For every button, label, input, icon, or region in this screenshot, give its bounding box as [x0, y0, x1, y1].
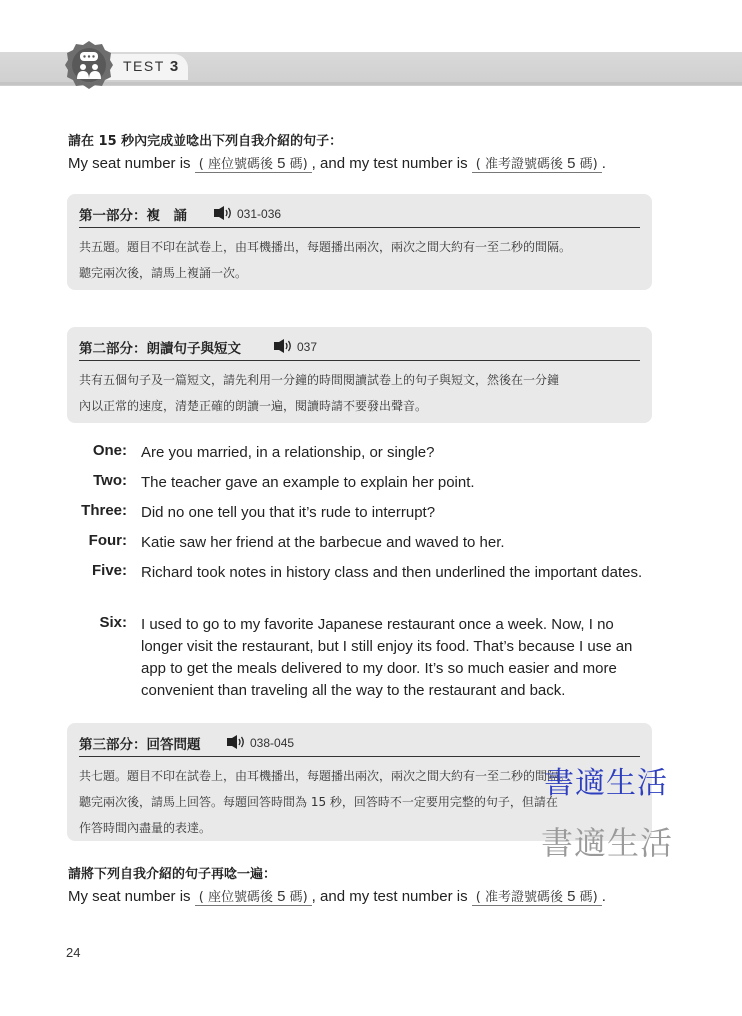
blank-text: 碼	[579, 157, 593, 172]
outro-sentence	[68, 886, 606, 906]
blank-text: 座位號碼後	[207, 890, 273, 905]
sentence-part: , and my test number is	[311, 155, 468, 172]
section-part2	[67, 327, 652, 423]
item-text: Katie saw her friend at the barbecue and waved to her.	[141, 534, 505, 551]
body-line: 聽完兩次後，請馬上複誦一次。	[79, 266, 248, 280]
sentence-part: My seat number is	[68, 155, 191, 172]
blank-text: 座位號碼後	[207, 157, 273, 172]
body-line: 內以正常的速度，清楚正確的朗讀一遍，閱讀時請不要發出聲音。	[79, 399, 428, 413]
sentence-part: , and my test number is	[311, 888, 468, 905]
seat-number-blank: ( 座位號碼後 5 碼)	[195, 886, 312, 906]
section-title: 第二部分：朗讀句子與短文	[79, 341, 241, 357]
track-number: 038-045	[250, 736, 295, 750]
item-text: Are you married, in a relationship, or single?	[141, 444, 435, 461]
sentence-part: .	[601, 155, 606, 172]
audio-track	[274, 339, 317, 354]
intro-instruction: 請在 15 秒內完成並唸出下列自我介紹的句子：	[68, 134, 343, 149]
section-header	[79, 203, 640, 228]
track-number: 031-036	[237, 207, 282, 221]
body-line: 聽完兩次後，請馬上回答。每題回答時間為 15 秒，回答時不一定要用完整的句子，但請在	[79, 795, 558, 809]
watermark-gray: 書適生活	[541, 824, 674, 862]
blank-text: 碼	[289, 890, 303, 905]
test-label	[123, 58, 180, 75]
intro-sentence	[68, 153, 606, 173]
page-number: 24	[66, 945, 81, 960]
item-text: I used to go to my favorite Japanese restaurant once a week. Now, I no longer visit the restaurant, but I still enjoy its food. That’s because I use an app to get the meals delivered to my door. It’s so much easier and more convenient than traveling all the way to the restaurant and back.	[141, 616, 633, 699]
body-line: 共有五個句子及一篇短文，請先利用一分鐘的時間閱讀試卷上的句子與短文，然後在一分鐘	[79, 373, 560, 387]
seat-number-blank: ( 座位號碼後 5 碼)	[195, 153, 312, 173]
speaker-icon	[214, 206, 234, 220]
section-header	[79, 732, 640, 757]
blank-text: 碼	[289, 157, 303, 172]
item-label: Four:	[88, 532, 127, 549]
blank-number: 5	[277, 888, 286, 905]
sentence-part: .	[601, 888, 606, 905]
outro-instruction: 請將下列自我介紹的句子再唸一遍：	[68, 867, 277, 882]
track-number: 037	[297, 340, 318, 354]
blank-text: 准考證號碼後	[484, 890, 563, 905]
blank-text: 碼	[579, 890, 593, 905]
blank-number: 5	[277, 155, 286, 172]
item-text: Richard took notes in history class and then underlined the important dates.	[141, 564, 643, 581]
section-title: 第一部分：複 誦	[79, 208, 187, 224]
item-label: Five:	[91, 562, 127, 579]
blank-number: 5	[567, 888, 576, 905]
item-label: Two:	[93, 472, 127, 489]
audio-track	[227, 735, 294, 750]
section-body	[79, 367, 649, 419]
item-text: Did no one tell you that it’s rude to interrupt?	[141, 504, 436, 521]
speaker-icon	[227, 735, 247, 749]
test-word: TEST	[123, 58, 165, 74]
item-label: Three:	[81, 502, 127, 519]
test-number-blank: ( 准考證號碼後 5 碼)	[472, 886, 602, 906]
body-line: 共五題。題目不印在試卷上，由耳機播出，每題播出兩次，兩次之間大約有一至二秒的間隔。	[79, 240, 572, 254]
item-label: Six:	[99, 614, 127, 631]
watermark-blue: 書適生活	[544, 766, 668, 801]
test-number: 3	[169, 58, 180, 75]
speaker-icon	[274, 339, 294, 353]
sentence-part: My seat number is	[68, 888, 191, 905]
section-part1	[67, 194, 652, 290]
body-line: 作答時間內盡量的表達。	[79, 821, 212, 835]
speaking-badge-icon	[64, 40, 114, 90]
section-header	[79, 336, 640, 361]
item-label: One:	[92, 442, 127, 459]
item-text: The teacher gave an example to explain her point.	[141, 474, 475, 491]
blank-text: 准考證號碼後	[484, 157, 563, 172]
audio-track	[214, 206, 281, 221]
body-line: 共七題。題目不印在試卷上，由耳機播出，每題播出兩次，兩次之間大約有一至二秒的間隔。	[79, 769, 572, 783]
section-title: 第三部分：回答問題	[79, 737, 201, 753]
blank-number: 5	[567, 155, 576, 172]
section-body	[79, 234, 649, 286]
test-number-blank: ( 准考證號碼後 5 碼)	[472, 153, 602, 173]
